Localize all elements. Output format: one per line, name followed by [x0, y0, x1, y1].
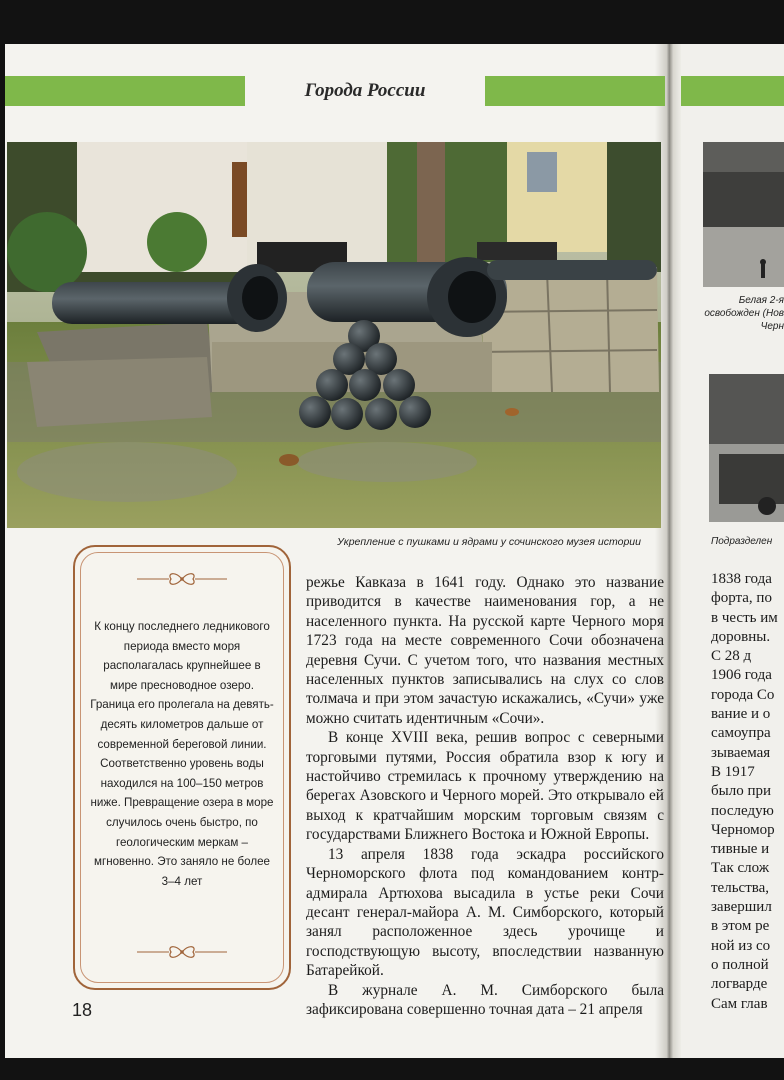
- header-band: [5, 76, 665, 106]
- right-page-line: В 1917: [711, 763, 755, 780]
- article-paragraph: В журнале А. М. Симборского была зафиксирована совершенно точная дата – 21 апреля: [306, 981, 664, 1018]
- main-photo: [7, 142, 661, 528]
- right-page-line: 1906 года: [711, 667, 772, 684]
- header-band-right: [681, 76, 784, 106]
- article-paragraph: режье Кавказа в 1641 году. Однако это название приводится в качестве наименования гор, а не населенного пункта. На русской карте Черного моря 1723 года на месте современного Сочи обозначена деревня Сучи. С учетом того, что названия местных населенных пунктов записывались на слух со слов толмача и при этом зачастую искажались, «Сучи» уже можно считать идентичным «Сочи».: [306, 574, 664, 727]
- right-page-text: [711, 570, 784, 1014]
- right-page-line: самоупра: [711, 725, 771, 742]
- article-paragraph: 13 апреля 1838 года эскадра российского Черноморского флота под командованием контр-адмирала Артюхова высадила в устье реки Сочи десант генерал-майора А. М. Симборского, который занял расположенное здесь урочище и господствующую высоту, впоследствии названную Батарейкой.: [306, 845, 664, 980]
- scan-border-bottom: [0, 1058, 784, 1080]
- crowd-photo-image: [703, 142, 784, 287]
- right-photo-soldiers: [709, 374, 784, 522]
- scan-border-top: [0, 0, 784, 44]
- right-photo-crowd: [703, 142, 784, 287]
- right-page-line: было при: [711, 783, 771, 800]
- right-page-line: в честь им: [711, 609, 778, 626]
- sidebar-fact-box: [73, 545, 291, 990]
- right-page-line: форта, по: [711, 590, 772, 607]
- right-page-line: Так слож: [711, 860, 770, 877]
- right-page-line: в этом ре: [711, 918, 770, 935]
- section-title: Города России: [245, 76, 485, 106]
- right-page-line: доровны.: [711, 628, 771, 645]
- right-page-line: последую: [711, 802, 774, 819]
- right-page-line: Черномор: [711, 821, 775, 838]
- right-page-line: Сам глав: [711, 995, 768, 1012]
- right-page-line: С 28 д: [711, 648, 752, 665]
- right-page-line: зываемая: [711, 744, 771, 761]
- sidebar-text: К концу последнего ледникового периода вместо моря располагалась крупнейшее в мире пресноводное озеро. Граница его пролегала на девять-десять километров дальше от современной береговой линии. Соответственно уровень воды находился на 100–150 метров ниже. Превращение озера в море случилось очень быстро, по геологическим меркам – мгновенно. Это заняло не более 3–4 лет: [90, 620, 274, 888]
- article-paragraph: В конце XVIII века, решив вопрос с северными торговыми путями, Россия обратила взор к югу и настойчиво стремилась к прочному утверждению на берегах Азовского и Черного морей. Это открывало ей выход к кратчайшим морским торговым связям с государствами Ближнего Востока и Южной Европы.: [306, 729, 664, 844]
- right-page-line: завершил: [711, 899, 772, 916]
- right-page-line: тельства,: [711, 879, 770, 896]
- photo-caption: Укрепление с пушками и ядрами у сочинского музея истории: [337, 536, 641, 548]
- right-page: [681, 44, 784, 1058]
- page-number: 18: [72, 1000, 93, 1020]
- ornament-bottom-icon: [137, 942, 227, 962]
- cannons-photo-image: [7, 142, 661, 528]
- ornament-top-icon: [137, 569, 227, 589]
- right-page-line: о полной: [711, 956, 769, 973]
- right-page-line: города Со: [711, 686, 775, 703]
- right-page-line: вание и о: [711, 706, 771, 723]
- soldiers-photo-image: [709, 374, 784, 522]
- right-page-line: тивные и: [711, 841, 770, 858]
- right-page-line: 1838 года: [711, 571, 772, 587]
- right-photo-caption-1: Белая 2-я освобожден (Нов Черн: [704, 295, 784, 332]
- right-page-line: ной из со: [711, 937, 771, 954]
- right-page-line: логвардe: [711, 976, 768, 993]
- right-photo-caption-2: Подразделен: [711, 536, 773, 547]
- article-body: [306, 573, 664, 1019]
